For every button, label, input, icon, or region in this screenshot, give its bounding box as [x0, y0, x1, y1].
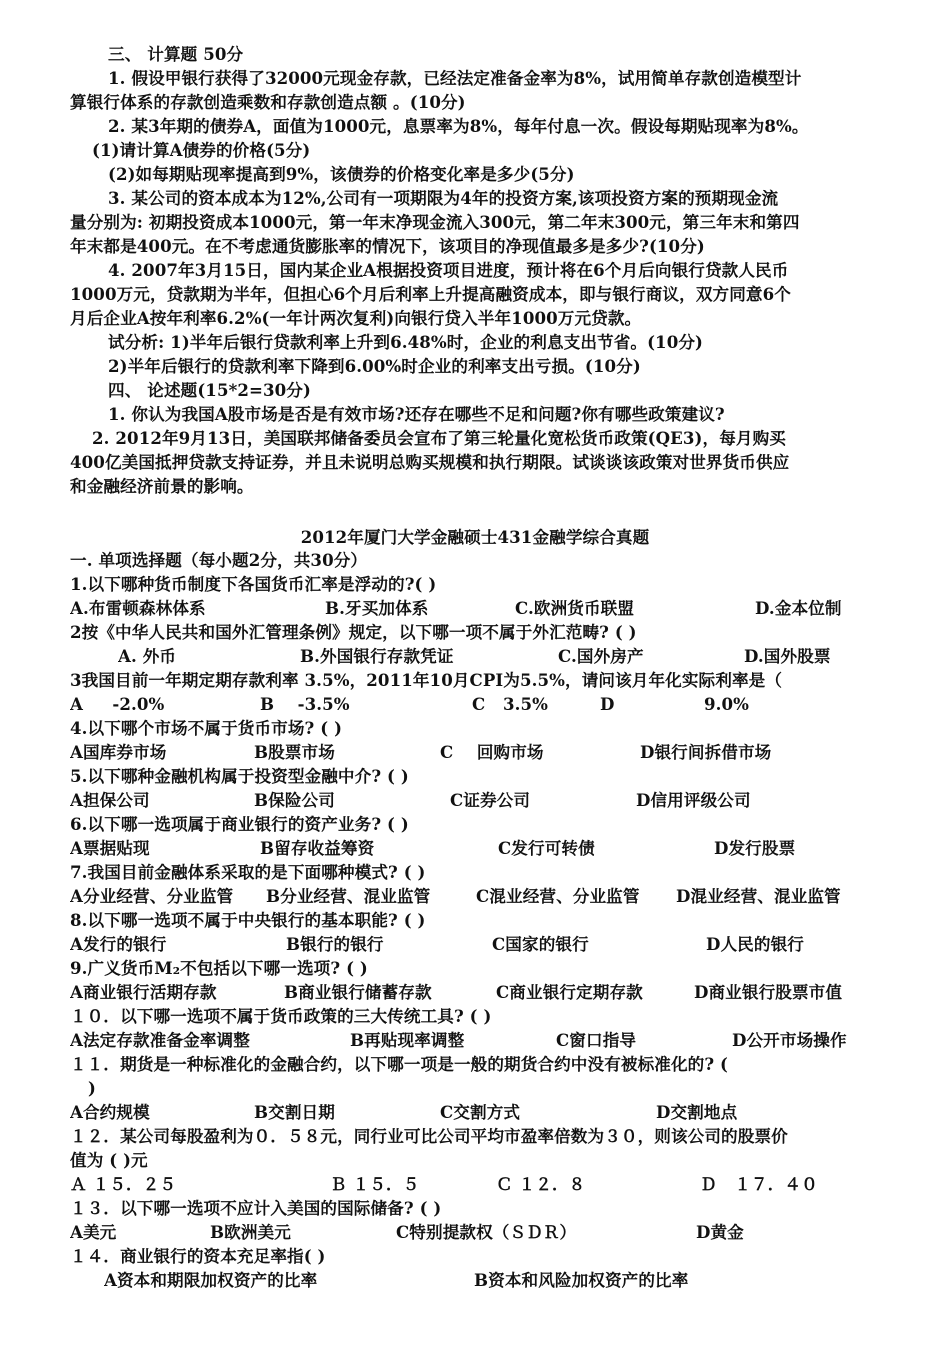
mc-question-12-cont: 值为 ( )元 — [70, 1150, 148, 1170]
mc-options-5 — [70, 788, 885, 812]
option-a: A法定存款准备金率调整 — [70, 1030, 250, 1050]
option-d: D信用评级公司 — [636, 790, 751, 810]
mc-question-1: 1.以下哪种货币制度下各国货币汇率是浮动的?( ) — [70, 574, 437, 594]
option-b: B交割日期 — [254, 1102, 335, 1122]
mc-question-13: １３．以下哪一选项不应计入美国的国际储备? ( ) — [70, 1198, 442, 1218]
option-a: A资本和期限加权资产的比率 — [104, 1270, 318, 1290]
option-a: A分业经营、分业监管 — [70, 886, 234, 906]
option-c: C发行可转债 — [498, 838, 595, 858]
option-d: D人民的银行 — [706, 934, 804, 954]
mc-question-9: 9.广义货币M₂不包括以下哪一选项? ( ) — [70, 958, 368, 978]
option-a: A商业银行活期存款 — [70, 982, 217, 1002]
option-b: B再贴现率调整 — [350, 1030, 465, 1050]
option-d: D — [600, 694, 615, 714]
mc-question-7: 7.我国目前金融体系采取的是下面哪种模式? ( ) — [70, 862, 426, 882]
option-d: D.国外股票 — [744, 646, 831, 666]
mc-options-4 — [70, 740, 885, 764]
option-c: C国家的银行 — [492, 934, 589, 954]
option-a: A合约规模 — [70, 1102, 150, 1122]
option-b: B股票市场 — [254, 742, 335, 762]
option-a: A.布雷顿森林体系 — [70, 598, 206, 618]
option-c: C.欧洲货币联盟 — [515, 598, 635, 618]
mc-question-5: 5.以下哪种金融机构属于投资型金融中介? ( ) — [70, 766, 409, 786]
option-a: A票据贴现 — [70, 838, 150, 858]
option-b: B欧洲美元 — [210, 1222, 291, 1242]
calc-q3-line1: 3. 某公司的资本成本为12%,公司有一项期限为4年的投资方案,该项投资方案的预期现金流 — [108, 188, 779, 208]
mc-question-4: 4.以下哪个市场不属于货币市场? ( ) — [70, 718, 343, 738]
option-d: D发行股票 — [714, 838, 796, 858]
option-c: Ｃ １２．８ — [496, 1174, 586, 1194]
mc-question-6: 6.以下哪一选项属于商业银行的资产业务? ( ) — [70, 814, 409, 834]
calc-q2-line3: (2)如每期贴现率提高到9%，该债券的价格变化率是多少(5分) — [108, 164, 575, 184]
section-4-heading: 四、 论述题(15*2=30分) — [108, 380, 311, 400]
section-3-heading: 三、 计算题 50分 — [108, 44, 244, 64]
mc-options-6 — [70, 836, 885, 860]
option-d: D商业银行股票市值 — [694, 982, 843, 1002]
option-d-value: 9.0% — [704, 694, 750, 714]
option-b: B -3.5% — [260, 694, 350, 714]
option-b: B保险公司 — [254, 790, 335, 810]
option-c: C 回购市场 — [440, 742, 544, 762]
option-a: A国库券市场 — [70, 742, 167, 762]
calc-q4-line4: 试分析: 1)半年后银行贷款利率上升到6.48%时，企业的利息支出节省。(10分) — [108, 332, 703, 352]
essay-q2-line1: 2. 2012年9月13日，美国联邦储备委员会宣布了第三轮量化宽松货币政策(QE3)，每月购买 — [92, 428, 786, 448]
mc-options-9 — [70, 980, 885, 1004]
calc-q1-line2: 算银行体系的存款创造乘数和存款创造点额 。(10分) — [70, 92, 466, 112]
option-a: A美元 — [70, 1222, 117, 1242]
calc-q4-line1: 4. 2007年3月15日，国内某企业A根据投资项目进度，预计将在6个月后向银行贷款人民币 — [108, 260, 789, 280]
option-b: B商业银行储蓄存款 — [284, 982, 432, 1002]
option-c: C特别提款权（ＳＤＲ） — [396, 1222, 577, 1242]
option-c: C窗口指导 — [556, 1030, 637, 1050]
option-d: D银行间拆借市场 — [640, 742, 772, 762]
mc-options-12 — [70, 1172, 885, 1196]
mc-question-14: １４．商业银行的资本充足率指( ) — [70, 1246, 326, 1266]
option-d: D交割地点 — [656, 1102, 738, 1122]
option-c: C证券公司 — [450, 790, 531, 810]
mc-question-10: １０．以下哪一选项不属于货币政策的三大传统工具? ( ) — [70, 1006, 492, 1026]
mc-options-3 — [70, 692, 885, 716]
exam-title: 2012年厦门大学金融硕士431金融学综合真题 — [300, 527, 650, 547]
option-d: Ｄ １７．４０ — [700, 1174, 818, 1194]
option-d: D.金本位制 — [755, 598, 842, 618]
option-c: C 3.5% — [472, 694, 548, 714]
calc-q4-line2: 1000万元，贷款期为半年，但担心6个月后利率上升提高融资成本，即与银行商议，双方同意6个 — [70, 284, 791, 304]
mc-options-8 — [70, 932, 885, 956]
option-b: Ｂ １５．５ — [330, 1174, 420, 1194]
option-d: D公开市场操作 — [732, 1030, 847, 1050]
calc-q2-line2: (1)请计算A债券的价格(5分) — [92, 140, 311, 160]
mc-options-11 — [70, 1100, 885, 1124]
mc-options-10 — [70, 1028, 885, 1052]
option-c: C商业银行定期存款 — [496, 982, 643, 1002]
essay-q2-line3: 和金融经济前景的影响。 — [70, 476, 254, 496]
option-c: C交割方式 — [440, 1102, 521, 1122]
mc-options-1 — [70, 596, 885, 620]
option-a: A发行的银行 — [70, 934, 167, 954]
option-a: A担保公司 — [70, 790, 150, 810]
essay-q1: 1. 你认为我国A股市场是否是有效市场?还存在哪些不足和问题?你有哪些政策建议? — [108, 404, 725, 424]
mc-question-11: １１．期货是一种标准化的金融合约，以下哪一项是一般的期货合约中没有被标准化的? ( — [70, 1054, 729, 1074]
mc-question-12: １２．某公司每股盈利为０．５８元，同行业可比公司平均市盈率倍数为３０，则该公司的股票价 — [70, 1126, 788, 1146]
calc-q2-line1: 2. 某3年期的债券A，面值为1000元，息票率为8%，每年付息一次。假设每期贴现率为8%。 — [108, 116, 809, 136]
calc-q4-line3: 月后企业A按年利率6.2%(一年计两次复利)向银行贷入半年1000万元贷款。 — [70, 308, 642, 328]
mc-options-14 — [104, 1268, 885, 1292]
mc-question-11-cont: ) — [88, 1078, 96, 1098]
calc-q3-line3: 年末都是400元。在不考虑通货膨胀率的情况下，该项目的净现值最多是多少?(10分) — [70, 236, 705, 256]
option-a: A -2.0% — [70, 694, 165, 714]
mc-options-13 — [70, 1220, 885, 1244]
option-b: B分业经营、混业监管 — [266, 886, 431, 906]
essay-q2-line2: 400亿美国抵押贷款支持证券，并且未说明总购买规模和执行期限。试谈谈该政策对世界货币供应 — [70, 452, 790, 472]
mc-question-3: 3我国目前一年期定期存款利率 3.5%，2011年10月CPI为5.5%，请问该月年化实际利率是（ — [70, 670, 783, 690]
mc-heading: 一. 单项选择题（每小题2分，共30分） — [70, 550, 368, 570]
calc-q1-line1: 1. 假设甲银行获得了32000元现金存款，已经法定准备金率为8%，试用简单存款创造模型计 — [108, 68, 802, 88]
option-b: B留存收益筹资 — [260, 838, 375, 858]
option-b: B.牙买加体系 — [325, 598, 429, 618]
option-b: B资本和风险加权资产的比率 — [474, 1270, 689, 1290]
calc-q4-line5: 2)半年后银行的贷款利率下降到6.00%时企业的利率支出亏损。(10分) — [108, 356, 641, 376]
mc-options-7 — [70, 884, 885, 908]
option-c: C.国外房产 — [558, 646, 644, 666]
mc-question-2: 2按《中华人民共和国外汇管理条例》规定，以下哪一项不属于外汇范畴? ( ) — [70, 622, 637, 642]
option-a: Ａ １５．２５ — [70, 1174, 177, 1194]
option-b: B.外国银行存款凭证 — [300, 646, 454, 666]
option-b: B银行的银行 — [286, 934, 384, 954]
calc-q3-line2: 量分别为: 初期投资成本1000元，第一年末净现金流入300元，第二年末300元，第三年末和第四 — [70, 212, 800, 232]
option-a: A. 外币 — [118, 646, 177, 666]
option-d: D黄金 — [696, 1222, 744, 1242]
mc-question-8: 8.以下哪一选项不属于中央银行的基本职能? ( ) — [70, 910, 426, 930]
mc-options-2 — [118, 644, 885, 668]
option-d: D混业经营、混业监管 — [676, 886, 841, 906]
option-c: C混业经营、分业监管 — [476, 886, 640, 906]
